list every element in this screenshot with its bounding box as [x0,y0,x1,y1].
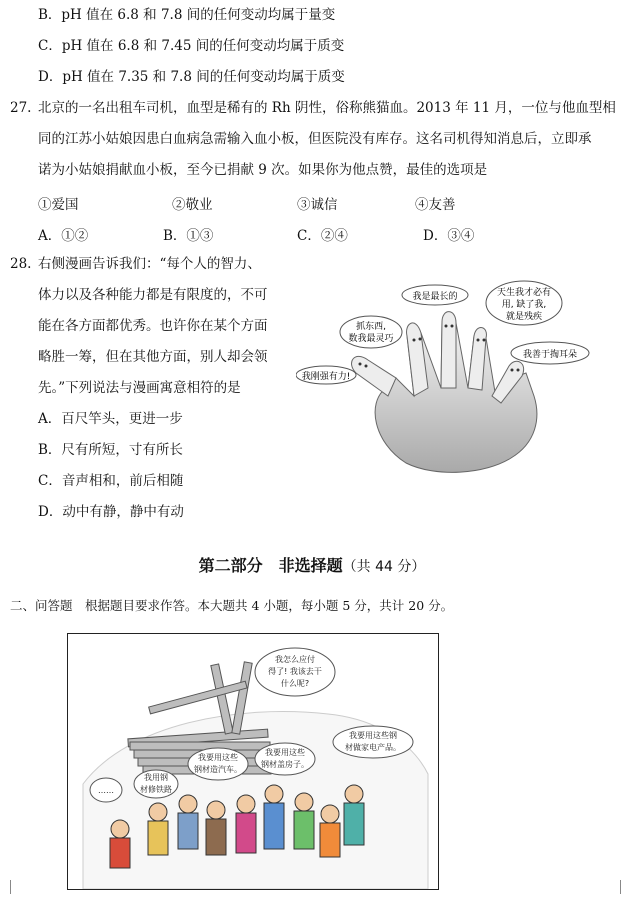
q27-text-line2: 同的江苏小姑娘因患白血病急需输入血小板，但医院没有库存。这名司机得知消息后，立即承 [38,131,592,147]
q27-item-4: ④友善 [415,197,456,213]
q26-option-d: D．pH 值在 7.35 和 7.8 间的任何变动均属于质变 [38,69,345,85]
q28-choice-b: B．尺有所短，寸有所长 [38,442,183,458]
bubble-dots: …… [98,786,114,795]
bubble-appliance-line2: 材做家电产品。 [345,743,401,752]
q27-choice-d: D．③④ [423,228,475,244]
bubble-rail-line1: 我用钢 [144,773,168,782]
q28-text-line2: 体力以及各种能力都是有限度的，不可 [38,287,268,303]
bubble-rail-line2: 材修铁路 [140,785,172,794]
steel-cartoon [67,633,439,890]
section2-title: 第二部分 非选择题 [198,556,343,575]
bubble-top-line2: 得了! 我该去干 [268,667,322,676]
q26-option-b: B．pH 值在 6.8 和 7.8 间的任何变动均属于量变 [38,7,336,23]
question-instruction: 二、问答题 根据题目要求作答。本大题共 4 小题，每小题 5 分，共计 20 分。 [10,598,454,613]
bubble-index-line1: 抓东西, [356,322,386,332]
q27-item-1: ①爱国 [38,197,79,213]
bubble-middle: 我是最长的 [412,292,458,302]
q27-text-line3: 诺为小姑娘捐献血小板，至今已捐献 9 次。如果你为他点赞，最佳的选项是 [38,162,488,178]
q28-number: 28. [10,256,32,272]
steel-illustration [68,634,438,889]
hand-cartoon [296,278,600,474]
corner-mark-left [10,880,19,894]
bubble-ring-line2: 用, 缺了我, [501,300,547,310]
bubble-appliance-line1: 我要用这些钢 [349,731,397,740]
section2-subtitle: （共 44 分） [342,559,426,575]
q28-text-line1: 右侧漫画告诉我们：“每个人的智力、 [38,256,261,272]
bubble-ring-line3: 就是残疾 [505,312,543,322]
q27-choice-c: C．②④ [297,228,348,244]
bubble-ring-line1: 天生我才必有 [496,288,552,298]
q28-choice-a: A．百尺竿头，更进一步 [38,411,183,427]
q27-number: 27. [10,100,32,116]
q28-text-line5: 先。”下列说法与漫画寓意相符的是 [38,380,241,396]
bubble-house-line2: 钢材盖房子。 [261,760,309,769]
section2-heading [0,553,624,576]
q27-choice-b: B．①③ [163,228,214,244]
corner-mark-right [612,880,621,894]
hand-illustration [296,278,600,474]
q27-choice-a: A．①② [38,228,89,244]
q27-item-3: ③诚信 [297,197,338,213]
bubble-pinky: 我善于掏耳朵 [522,350,578,360]
bubble-top-line1: 我怎么应付 [275,655,315,664]
bubble-index-line2: 数我最灵巧 [348,334,394,344]
q28-choice-d: D．动中有静，静中有动 [38,504,184,520]
bubble-top-line3: 什么呢? [280,679,310,688]
bubble-car-line1: 我要用这些 [198,753,238,762]
q27-item-2: ②敬业 [172,197,213,213]
q26-option-c: C．pH 值在 6.8 和 7.45 间的任何变动均属于质变 [38,38,345,54]
bubble-house-line1: 我要用这些 [265,748,305,757]
q28-text-line3: 能在各方面都优秀。也许你在某个方面 [38,318,268,334]
bubble-thumb: 我刚强有力! [301,372,351,382]
bubble-car-line2: 钢材造汽车。 [194,765,242,774]
q27-text-line1: 北京的一名出租车司机，血型是稀有的 Rh 阴性，俗称熊猫血。2013 年 11 月，一位与他血型相 [38,100,616,116]
q28-text-line4: 略胜一筹，但在其他方面，别人却会领 [38,349,268,365]
q28-choice-c: C．音声相和，前后相随 [38,473,184,489]
